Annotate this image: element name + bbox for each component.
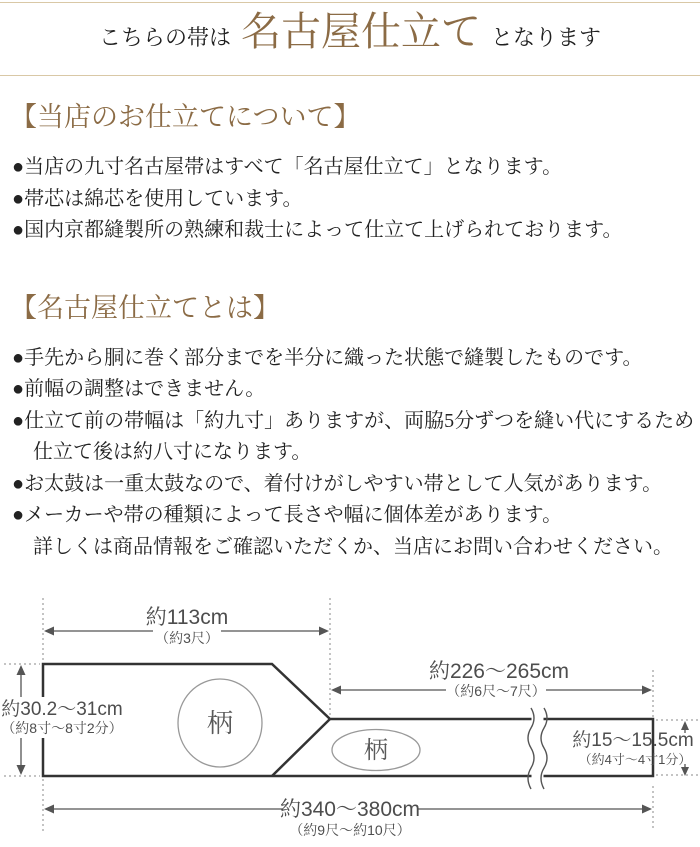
obi-dimensions-diagram — [0, 592, 700, 847]
tesaki-length-shaku-label: （約3尺） — [155, 630, 219, 646]
bullet-line: ●帯芯は綿芯を使用しています。 — [12, 187, 303, 210]
bullet-line: ●国内京都縫製所の熟練和裁士によって仕立て上げられております。 — [12, 219, 623, 241]
total-length-label: 約340〜380cm — [279, 798, 421, 821]
page-title: 名古屋仕立て — [241, 9, 481, 54]
bullet-line: ●当店の九寸名古屋帯はすべて「名古屋仕立て」となります。 — [12, 156, 563, 178]
section-nagoya-explanation — [0, 289, 700, 564]
tare-length-shaku-label: （約6尺〜7尺） — [446, 683, 546, 699]
page-header — [0, 3, 700, 76]
bullet-line: ●お太鼓は一重太鼓なので、着付けがしやすい帯として人気があります。 — [12, 472, 663, 495]
section-heading: 【当店のお仕立てについて】 — [10, 102, 361, 132]
continuation-line: 詳しくは商品情報をご確認いただくか、当店にお問い合わせください。 — [33, 535, 673, 558]
total-length-shaku-label: （約9尺〜約10尺） — [289, 822, 411, 838]
bullet-list — [0, 343, 700, 564]
bullet-line: ●前幅の調整はできません。 — [12, 378, 266, 400]
tare-length-label: 約226〜265cm — [428, 660, 570, 683]
continuation-line: 仕立て後は約八寸になります。 — [33, 441, 312, 463]
title-prefix: こちらの帯は — [98, 25, 231, 50]
section-heading: 【名古屋仕立てとは】 — [10, 292, 280, 323]
bullet-line: ●仕立て前の帯幅は「約九寸」ありますが、両脇5分ずつを縫い代にするため — [12, 409, 695, 432]
narrow-width-sun-label: （約4寸〜4寸1分） — [578, 752, 692, 767]
narrow-width-label: 約15〜15.5cm — [572, 730, 694, 751]
bullet-line: ●メーカーや帯の種類によって長さや幅に個体差があります。 — [12, 504, 563, 526]
obi-diagram-svg — [0, 592, 700, 847]
title-suffix: となります — [491, 25, 602, 50]
pattern-label-large: 柄 — [206, 708, 234, 738]
section-tailoring-info — [0, 98, 700, 247]
tesaki-length-label: 約113cm — [145, 606, 229, 629]
bullet-list — [0, 152, 700, 247]
pattern-label-small: 柄 — [364, 737, 388, 764]
bullet-line: ●手先から胴に巻く部分までを半分に織った状態で縫製したものです。 — [12, 346, 643, 369]
wide-width-label: 約30.2〜31cm — [1, 699, 123, 720]
wide-width-sun-label: （約8寸〜8寸2分） — [1, 720, 123, 736]
